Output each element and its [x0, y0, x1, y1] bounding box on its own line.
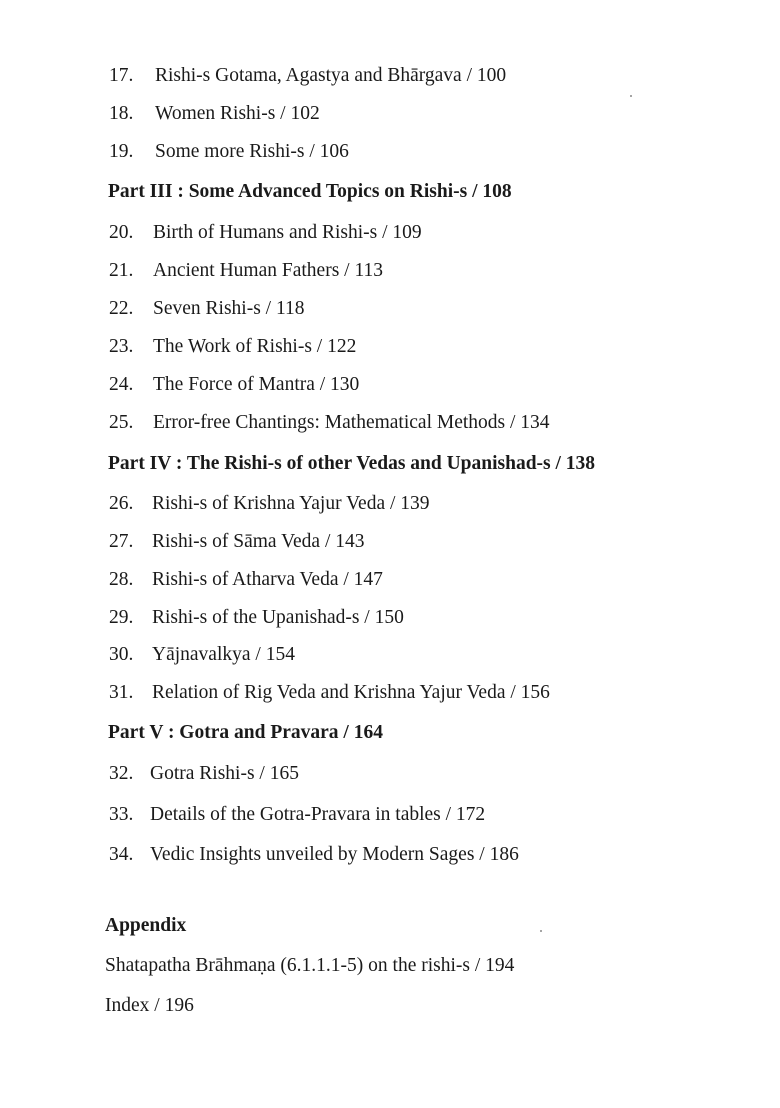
part-heading: Part V : Gotra and Pravara / 164: [108, 722, 383, 743]
part-heading: Part IV : The Rishi-s of other Vedas and Upanishad-s / 138: [108, 453, 596, 474]
appendix-heading: Appendix: [105, 915, 187, 936]
part-heading: Part III : Some Advanced Topics on Rishi-s / 108: [108, 181, 512, 202]
toc-page: 17. Rishi-s Gotama, Agastya and Bhārgava / 100 18. Women Rishi-s / 102 19. Some more Rishi-s / 106 Part III : Some Advanced Topics on Rishi-s / 108 20. Birth of Humans and Rishi-s / 109 21. Ancient Human Fathers / 113 22. Seven Rishi-s / 118 23. The Work of Rishi-s / 122 24. The Force of Mantra / 130 25. Error-free Chantings: Mathematical Methods / 134 Part IV : The Rishi-s of other Vedas and Upanishad-s / 138 26. Rishi-s of Krishna Yajur Veda / 139 27. Rishi-s of Sāma Veda / 143 28. Rishi-s of Atharva Veda / 147 29. Rishi-s of the Upanishad-s / 150 30. Yājnavalkya / 154 31. Relation of Rig Veda and Krishna Yajur Veda / 156 Part V : Gotra and Pravara / 164 32. Gotra Rishi-s / 165 33. Details of the Gotra-Pravara in tables / 172 34. Vedic Insights unveiled by Modern Sages / 186 Appendix Shatapatha Brāhmaṇa (6.1.1.1-5) on the rishi-s / 194 Index / 196: [0, 0, 780, 1108]
appendix-item: Index / 196: [105, 995, 194, 1016]
appendix-item: Shatapatha Brāhmaṇa (6.1.1.1-5) on the rishi-s / 194: [105, 955, 515, 976]
scan-speck: [540, 930, 542, 932]
scan-speck: [630, 95, 632, 97]
